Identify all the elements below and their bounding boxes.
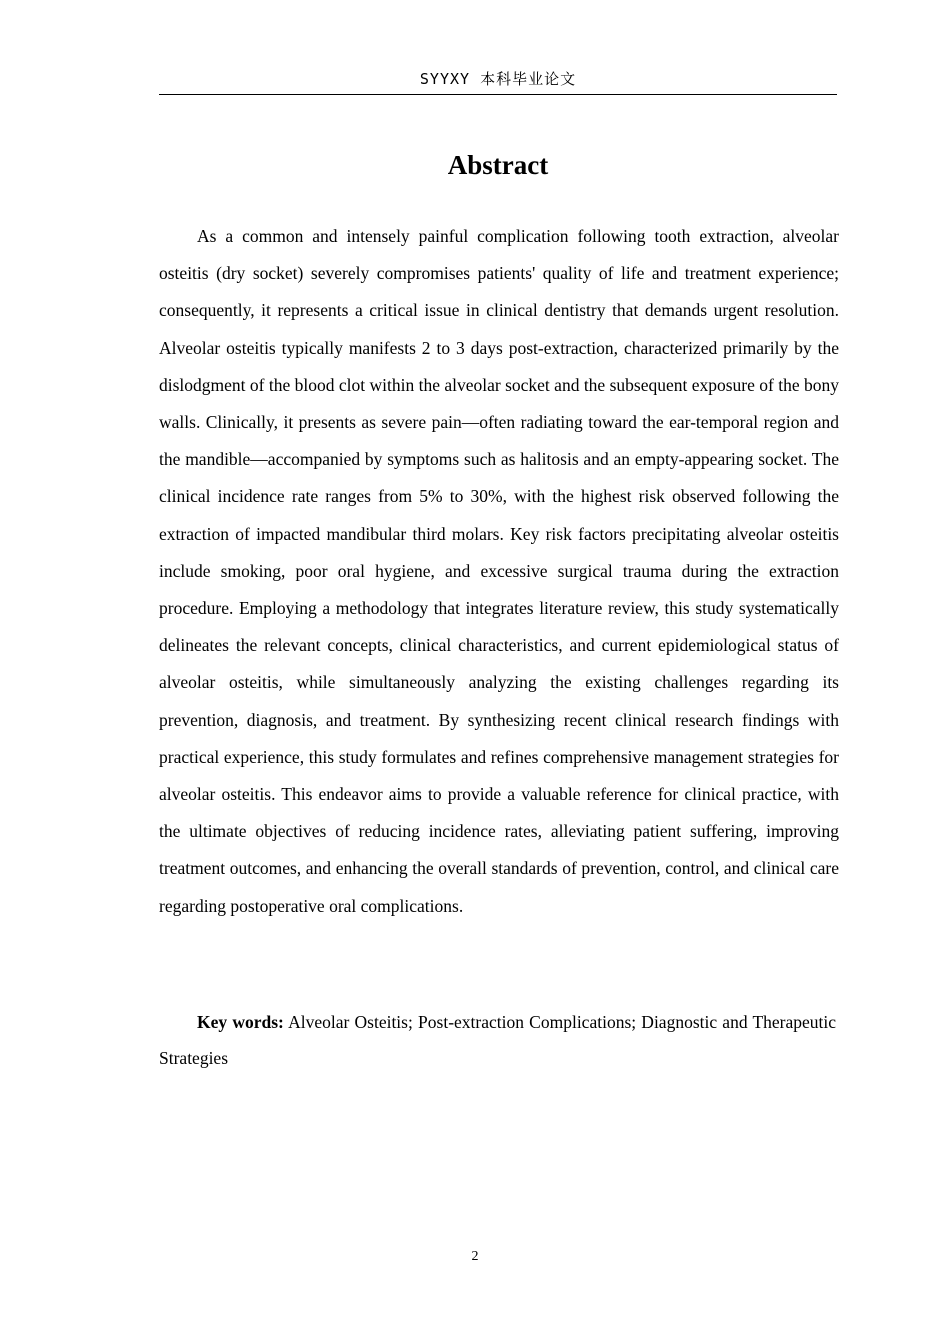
running-title: SYYXY 本科毕业论文 [419, 70, 577, 88]
abstract-body: As a common and intensely painful complication following tooth extraction, alveolar osteitis (dry socket) severely compromises patients' quality of life and treatment experience; consequently, it represents a critical issue in clinical dentistry that demands urgent resolution. Alveolar osteitis typically manifests 2 to 3 days post-extraction, characterized primarily by the dislodgment of the blood clot within the alveolar socket and the subsequent exposure of the bony walls. Clinically, it presents as severe pain—often radiating toward the ear-temporal region and the mandible—accompanied by symptoms such as halitosis and an empty-appearing socket. The clinical incidence rate ranges from 5% to 30%, with the highest risk observed following the extraction of impacted mandibular third molars. Key risk factors precipitating alveolar osteitis include smoking, poor oral hygiene, and excessive surgical trauma during the extraction procedure. Employing a methodology that integrates literature review, this study systematically delineates the relevant concepts, clinical characteristics, and current epidemiological status of alveolar osteitis, while simultaneously analyzing the existing challenges regarding its prevention, diagnosis, and treatment. By synthesizing recent clinical research findings with practical experience, this study formulates and refines comprehensive management strategies for alveolar osteitis. This endeavor aims to provide a valuable reference for clinical practice, with the ultimate objectives of reducing incidence rates, alleviating patient suffering, improving treatment outcomes, and enhancing the overall standards of prevention, control, and clinical care regarding postoperative oral complications. [159, 226, 839, 916]
keywords-text: Alveolar Osteitis; Post-extraction Complications; Diagnostic and Therapeutic Strategies [159, 1012, 837, 1068]
page-header [159, 64, 837, 95]
keywords-paragraph [159, 1004, 836, 1076]
page-number: 2 [471, 1249, 479, 1264]
abstract-title: Abstract [447, 150, 549, 180]
keywords-label: Key words: [197, 1012, 284, 1032]
